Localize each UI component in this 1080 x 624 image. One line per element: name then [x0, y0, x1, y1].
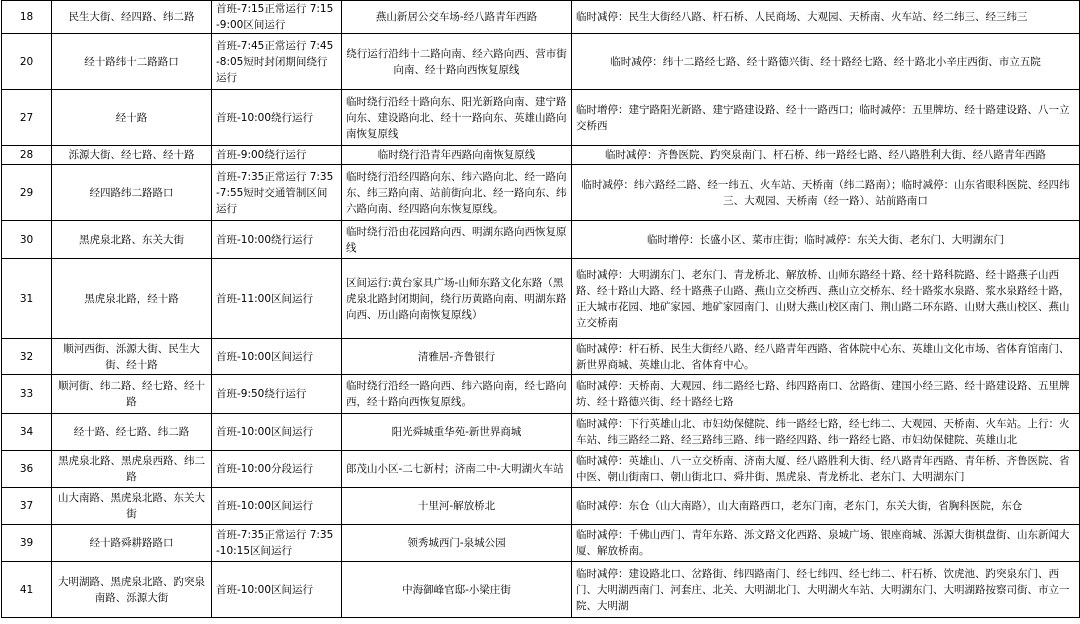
route-detour: 郎茂山小区-二七新村；济南二中-大明湖火车站: [342, 451, 572, 488]
stop-changes: 临时减停：纬十二路经七路、经十路德兴街、经十路经七路、经十路北小辛庄西街、市立五院: [572, 34, 1080, 90]
route-number: 33: [2, 375, 52, 414]
route-number: 32: [2, 339, 52, 375]
table-row: [2, 1, 1080, 34]
route-number: 27: [2, 90, 52, 146]
stop-changes: 临时减停：杆石桥、民生大街经八路、经八路青年西路、省体院中心东、英雄山文化市场、省体育馆南门、新世界商城、英雄山北、省体育中心。: [572, 339, 1080, 375]
affected-road: 黑虎泉北路，经十路: [52, 259, 212, 339]
affected-road: 经十路纬十二路路口: [52, 34, 212, 90]
route-number: 39: [2, 525, 52, 562]
table-row: [2, 339, 1080, 375]
table-row: [2, 221, 1080, 259]
stop-changes: 临时减停：大明湖东门、老东门、青龙桥北、解放桥、山师东路经十路、经十路科院路、经十路燕子山西路、经十路山大路、经十路燕子山路、燕山立交桥西、燕山立交桥东、经十路浆水泉路、浆水泉路经十路，正大城市花园、地矿家园、地矿家园南门、山财大燕山校区南门、荆山路二环东路、山财大燕山校区、燕山立交桥南: [572, 259, 1080, 339]
route-number: 34: [2, 414, 52, 451]
stop-changes: 临时减停：下行英雄山北、市妇幼保健院、纬一路经七路，经七纬二、大观园、天桥南、火车站。上行：火车站、纬三路经二路、经三路纬三路、纬一路经四路、纬一路经七路、市妇幼保健院、英雄山北: [572, 414, 1080, 451]
affected-road: 泺源大街、经七路、经十路: [52, 146, 212, 165]
route-number: 30: [2, 221, 52, 259]
affected-road: 经十路舜耕路路口: [52, 525, 212, 562]
stop-changes: 临时减停：民生大街经八路、杆石桥、人民商场、大观园、天桥南、火车站、经二纬三、经三纬三: [572, 1, 1080, 34]
affected-road: 经十路: [52, 90, 212, 146]
table-row: [2, 488, 1080, 525]
route-detour: 十里河-解放桥北: [342, 488, 572, 525]
route-detour: 中海御峰官邸-小梁庄街: [342, 562, 572, 618]
route-detour: 清雅居-齐鲁银行: [342, 339, 572, 375]
stop-changes: 临时减停：千佛山西门、青年东路、泺文路文化西路、泉城广场、银座商城、泺源大街棋盘街、山东新闻大厦、解放桥南。: [572, 525, 1080, 562]
table-row: [2, 165, 1080, 221]
table-row: [2, 375, 1080, 414]
operation-time: 首班-7:15正常运行 7:15-9:00区间运行: [212, 1, 342, 34]
route-number: 37: [2, 488, 52, 525]
route-number: 29: [2, 165, 52, 221]
operation-time: 首班-10:00区间运行: [212, 488, 342, 525]
affected-road: 黑虎泉北路、东关大街: [52, 221, 212, 259]
route-number: 31: [2, 259, 52, 339]
table-row: [2, 259, 1080, 339]
affected-road: 山大南路、黑虎泉北路、东关大街: [52, 488, 212, 525]
route-number: 41: [2, 562, 52, 618]
operation-time: 首班-10:00区间运行: [212, 562, 342, 618]
stop-changes: 临时减停：建设路北口、岔路街、纬四路南门、经七纬四、经七纬二、杆石桥、饮虎池、趵突泉东门、西门、大明湖西南门、河套庄、北关、大明湖北门、大明湖火车站、大明湖东门、大明湖路按察司街、市立一院、大明湖: [572, 562, 1080, 618]
route-number: 20: [2, 34, 52, 90]
route-detour: 临时绕行沿经四路向东、纬六路向北、经一路向东、纬三路向南、站前街向北、经一路向东、纬六路向南、经四路向东恢复原线。: [342, 165, 572, 221]
operation-time: 首班-10:00区间运行: [212, 339, 342, 375]
route-detour: 区间运行:黄台家具广场-山师东路文化东路（黑虎泉北路封闭期间，绕行历黄路向南、明湖东路向西、历山路向南恢复原线）: [342, 259, 572, 339]
stop-changes: 临时减停：天桥南、大观园、纬二路经七路、纬四路南口、岔路街、建国小经三路、经十路建设路、五里牌坊、经十路德兴街、经十路经七路: [572, 375, 1080, 414]
affected-road: 民生大街、经四路、纬二路: [52, 1, 212, 34]
affected-road: 经四路纬二路路口: [52, 165, 212, 221]
affected-road: 大明湖路、黑虎泉北路、趵突泉南路、泺源大街: [52, 562, 212, 618]
operation-time: 首班-7:35正常运行 7:35-10:15区间运行: [212, 525, 342, 562]
table-row: [2, 525, 1080, 562]
table-row: [2, 414, 1080, 451]
bus-route-table: [1, 0, 1080, 618]
table-row: [2, 562, 1080, 618]
route-detour: 阳光舜城重华苑-新世界商城: [342, 414, 572, 451]
stop-changes: 临时减停：齐鲁医院、趵突泉南门、杆石桥、纬一路经七路、经八路胜利大街、经八路青年西路: [572, 146, 1080, 165]
operation-time: 首班-10:00绕行运行: [212, 90, 342, 146]
route-detour: 燕山新居公交车场-经八路青年西路: [342, 1, 572, 34]
table-row: [2, 451, 1080, 488]
affected-road: 顺河西街、泺源大街、民生大街、经十路: [52, 339, 212, 375]
operation-time: 首班-9:50绕行运行: [212, 375, 342, 414]
table-row: [2, 146, 1080, 165]
route-number: 18: [2, 1, 52, 34]
route-detour: 临时绕行沿由花园路向西、明湖东路向西恢复原线: [342, 221, 572, 259]
operation-time: 首班-10:00区间运行: [212, 414, 342, 451]
route-detour: 领秀城西门-泉城公园: [342, 525, 572, 562]
stop-changes: 临时减停：纬六路经二路、经一纬五、火车站、天桥南（纬二路南）；临时减停：山东省眼科医院、经四纬三、大观园、天桥南（经一路）、站前路南口: [572, 165, 1080, 221]
operation-time: 首班-7:45正常运行 7:45-8:05短时封闭期间绕行运行: [212, 34, 342, 90]
route-detour: 绕行运行沿纬十二路向南、经六路向西、营市街向南、经十路向西恢复原线: [342, 34, 572, 90]
affected-road: 顺河街、纬二路、经七路、经十路: [52, 375, 212, 414]
route-detour: 临时绕行沿经一路向西、纬六路向南，经七路向西，经十路向西恢复原线。: [342, 375, 572, 414]
route-detour: 临时绕行沿青年西路向南恢复原线: [342, 146, 572, 165]
affected-road: 黑虎泉北路、黑虎泉西路、纬二路: [52, 451, 212, 488]
operation-time: 首班-11:00区间运行: [212, 259, 342, 339]
stop-changes: 临时增停：建宁路阳光新路、建宁路建设路、经十一路西口；临时减停：五里牌坊、经十路建设路、八一立交桥西: [572, 90, 1080, 146]
route-number: 36: [2, 451, 52, 488]
route-detour: 临时绕行沿经十路向东、阳光新路向南、建宁路向东、建设路向北、经十一路向东、英雄山路向南恢复原线: [342, 90, 572, 146]
stop-changes: 临时减停：英雄山、八一立交桥南、济南大厦、经八路胜利大街、经八路青年西路、青年桥、齐鲁医院、省中医、朝山街南口、朝山街北口、舜井街、黑虎泉、青龙桥北、老东门、大明湖东门: [572, 451, 1080, 488]
affected-road: 经十路、经七路、纬二路: [52, 414, 212, 451]
table-row: [2, 34, 1080, 90]
operation-time: 首班-10:00绕行运行: [212, 221, 342, 259]
operation-time: 首班-10:00分段运行: [212, 451, 342, 488]
stop-changes: 临时减停：东仓（山大南路），山大南路西口，老东门南，老东门，东关大街，省胸科医院，东仓: [572, 488, 1080, 525]
route-number: 28: [2, 146, 52, 165]
stop-changes: 临时增停：长盛小区、菜市庄街；临时减停：东关大街、老东门、大明湖东门: [572, 221, 1080, 259]
table-row: [2, 90, 1080, 146]
operation-time: 首班-9:00绕行运行: [212, 146, 342, 165]
operation-time: 首班-7:35正常运行 7:35-7:55短时交通管制区间运行: [212, 165, 342, 221]
